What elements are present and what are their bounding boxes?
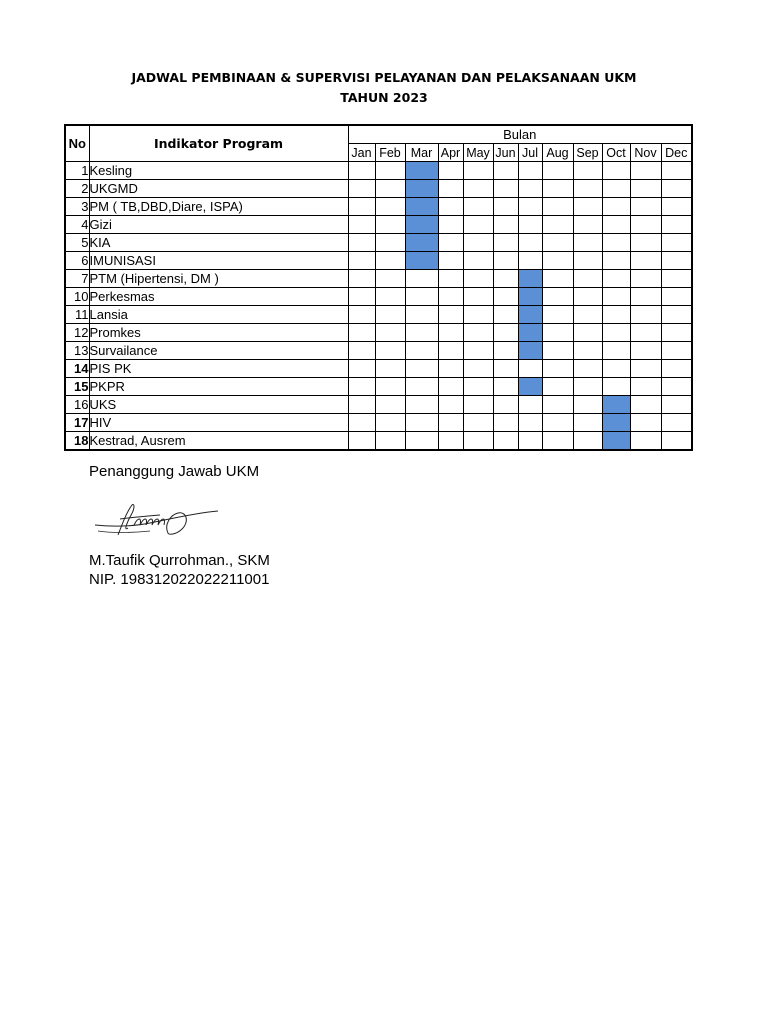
month-cell bbox=[348, 180, 375, 198]
month-header-dec: Dec bbox=[661, 144, 692, 162]
month-cell bbox=[518, 216, 542, 234]
month-cell bbox=[493, 270, 518, 288]
scheduled-cell bbox=[602, 432, 630, 451]
month-cell bbox=[348, 234, 375, 252]
month-cell bbox=[493, 324, 518, 342]
month-cell bbox=[405, 306, 438, 324]
month-cell bbox=[438, 396, 463, 414]
row-number: 14 bbox=[65, 360, 89, 378]
month-cell bbox=[661, 378, 692, 396]
month-cell bbox=[438, 288, 463, 306]
table-row bbox=[65, 252, 692, 270]
month-cell bbox=[630, 342, 661, 360]
month-header-jan: Jan bbox=[348, 144, 375, 162]
table-row bbox=[65, 396, 692, 414]
month-cell bbox=[463, 396, 493, 414]
month-cell bbox=[438, 414, 463, 432]
row-indicator: PKPR bbox=[89, 378, 348, 396]
row-number: 4 bbox=[65, 216, 89, 234]
month-cell bbox=[630, 360, 661, 378]
month-header-apr: Apr bbox=[438, 144, 463, 162]
month-cell bbox=[438, 252, 463, 270]
month-cell bbox=[630, 198, 661, 216]
table-row bbox=[65, 180, 692, 198]
month-cell bbox=[375, 432, 405, 451]
row-number: 18 bbox=[65, 432, 89, 451]
month-cell bbox=[438, 342, 463, 360]
month-cell bbox=[375, 162, 405, 180]
month-header-sep: Sep bbox=[573, 144, 602, 162]
month-cell bbox=[438, 180, 463, 198]
month-cell bbox=[348, 162, 375, 180]
scheduled-cell bbox=[405, 162, 438, 180]
month-cell bbox=[602, 162, 630, 180]
month-cell bbox=[661, 432, 692, 451]
month-cell bbox=[493, 288, 518, 306]
scheduled-cell bbox=[518, 270, 542, 288]
month-cell bbox=[661, 396, 692, 414]
month-cell bbox=[348, 270, 375, 288]
month-cell bbox=[348, 414, 375, 432]
month-cell bbox=[661, 180, 692, 198]
month-cell bbox=[348, 378, 375, 396]
month-cell bbox=[463, 342, 493, 360]
month-cell bbox=[348, 252, 375, 270]
row-indicator: Kesling bbox=[89, 162, 348, 180]
month-cell bbox=[348, 342, 375, 360]
row-number: 11 bbox=[65, 306, 89, 324]
month-cell bbox=[630, 234, 661, 252]
month-cell bbox=[602, 306, 630, 324]
month-cell bbox=[573, 342, 602, 360]
month-cell bbox=[573, 288, 602, 306]
month-header-mar: Mar bbox=[405, 144, 438, 162]
month-cell bbox=[542, 342, 573, 360]
scheduled-cell bbox=[518, 306, 542, 324]
scheduled-cell bbox=[405, 180, 438, 198]
table-row bbox=[65, 414, 692, 432]
month-cell bbox=[630, 288, 661, 306]
row-indicator: Gizi bbox=[89, 216, 348, 234]
month-cell bbox=[661, 342, 692, 360]
signature-label: Penanggung Jawab UKM bbox=[89, 463, 260, 480]
month-cell bbox=[573, 234, 602, 252]
month-cell bbox=[493, 162, 518, 180]
month-cell bbox=[630, 216, 661, 234]
row-indicator: PM ( TB,DBD,Diare, ISPA) bbox=[89, 198, 348, 216]
table-row bbox=[65, 342, 692, 360]
month-cell bbox=[542, 270, 573, 288]
month-cell bbox=[348, 432, 375, 451]
month-cell bbox=[493, 198, 518, 216]
month-cell bbox=[493, 306, 518, 324]
month-header-feb: Feb bbox=[375, 144, 405, 162]
header-no: No bbox=[65, 125, 89, 162]
row-number: 5 bbox=[65, 234, 89, 252]
month-cell bbox=[463, 378, 493, 396]
month-cell bbox=[630, 162, 661, 180]
month-cell bbox=[542, 396, 573, 414]
month-cell bbox=[518, 162, 542, 180]
month-cell bbox=[348, 360, 375, 378]
month-cell bbox=[542, 432, 573, 451]
month-cell bbox=[661, 252, 692, 270]
scheduled-cell bbox=[405, 198, 438, 216]
month-cell bbox=[438, 306, 463, 324]
month-cell bbox=[661, 324, 692, 342]
row-number: 17 bbox=[65, 414, 89, 432]
month-cell bbox=[573, 324, 602, 342]
month-cell bbox=[630, 252, 661, 270]
month-cell bbox=[661, 360, 692, 378]
month-cell bbox=[518, 180, 542, 198]
month-cell bbox=[661, 270, 692, 288]
month-cell bbox=[463, 180, 493, 198]
month-cell bbox=[463, 360, 493, 378]
table-row bbox=[65, 378, 692, 396]
month-cell bbox=[493, 342, 518, 360]
month-cell bbox=[493, 432, 518, 451]
month-cell bbox=[438, 234, 463, 252]
month-cell bbox=[518, 198, 542, 216]
month-cell bbox=[542, 360, 573, 378]
month-cell bbox=[438, 216, 463, 234]
month-cell bbox=[661, 162, 692, 180]
month-cell bbox=[630, 432, 661, 451]
month-cell bbox=[602, 378, 630, 396]
month-cell bbox=[630, 270, 661, 288]
scheduled-cell bbox=[518, 378, 542, 396]
month-cell bbox=[375, 306, 405, 324]
month-cell bbox=[348, 306, 375, 324]
month-cell bbox=[463, 324, 493, 342]
month-cell bbox=[405, 396, 438, 414]
table-row bbox=[65, 216, 692, 234]
month-header-aug: Aug bbox=[542, 144, 573, 162]
month-cell bbox=[405, 270, 438, 288]
row-number: 7 bbox=[65, 270, 89, 288]
table-row bbox=[65, 270, 692, 288]
month-cell bbox=[573, 180, 602, 198]
month-cell bbox=[630, 180, 661, 198]
table-row bbox=[65, 432, 692, 451]
month-cell bbox=[463, 162, 493, 180]
scheduled-cell bbox=[518, 342, 542, 360]
row-number: 12 bbox=[65, 324, 89, 342]
month-cell bbox=[602, 216, 630, 234]
row-indicator: Kestrad, Ausrem bbox=[89, 432, 348, 451]
month-cell bbox=[348, 288, 375, 306]
row-number: 6 bbox=[65, 252, 89, 270]
month-cell bbox=[438, 162, 463, 180]
month-cell bbox=[573, 396, 602, 414]
row-indicator: Perkesmas bbox=[89, 288, 348, 306]
month-cell bbox=[438, 432, 463, 451]
month-cell bbox=[375, 414, 405, 432]
month-cell bbox=[542, 162, 573, 180]
month-cell bbox=[573, 306, 602, 324]
month-cell bbox=[518, 252, 542, 270]
month-cell bbox=[463, 198, 493, 216]
month-cell bbox=[463, 306, 493, 324]
month-cell bbox=[542, 198, 573, 216]
row-number: 15 bbox=[65, 378, 89, 396]
month-cell bbox=[602, 288, 630, 306]
month-cell bbox=[518, 396, 542, 414]
header-bulan: Bulan bbox=[348, 125, 692, 144]
month-cell bbox=[602, 342, 630, 360]
table-row bbox=[65, 288, 692, 306]
month-cell bbox=[542, 324, 573, 342]
month-cell bbox=[463, 216, 493, 234]
month-cell bbox=[438, 360, 463, 378]
month-header-jul: Jul bbox=[518, 144, 542, 162]
row-number: 16 bbox=[65, 396, 89, 414]
month-cell bbox=[493, 378, 518, 396]
month-cell bbox=[438, 270, 463, 288]
month-cell bbox=[602, 180, 630, 198]
month-cell bbox=[463, 414, 493, 432]
month-cell bbox=[602, 198, 630, 216]
month-cell bbox=[542, 378, 573, 396]
table-row bbox=[65, 162, 692, 180]
month-cell bbox=[493, 216, 518, 234]
row-indicator: HIV bbox=[89, 414, 348, 432]
scheduled-cell bbox=[518, 324, 542, 342]
month-cell bbox=[573, 432, 602, 451]
month-cell bbox=[630, 378, 661, 396]
month-cell bbox=[405, 342, 438, 360]
month-cell bbox=[438, 324, 463, 342]
month-cell bbox=[602, 324, 630, 342]
month-cell bbox=[375, 252, 405, 270]
month-cell bbox=[493, 180, 518, 198]
row-number: 13 bbox=[65, 342, 89, 360]
month-cell bbox=[661, 414, 692, 432]
month-cell bbox=[405, 360, 438, 378]
month-cell bbox=[493, 360, 518, 378]
month-cell bbox=[493, 396, 518, 414]
month-cell bbox=[518, 414, 542, 432]
header-indicator: Indikator Program bbox=[89, 125, 348, 162]
schedule-table bbox=[64, 124, 693, 451]
signatory-name: M.Taufik Qurrohman., SKM bbox=[89, 552, 270, 569]
signature-image bbox=[90, 495, 220, 545]
row-indicator: PTM (Hipertensi, DM ) bbox=[89, 270, 348, 288]
month-cell bbox=[542, 252, 573, 270]
month-cell bbox=[630, 396, 661, 414]
month-cell bbox=[630, 306, 661, 324]
month-cell bbox=[348, 396, 375, 414]
row-indicator: UKGMD bbox=[89, 180, 348, 198]
month-cell bbox=[375, 360, 405, 378]
month-cell bbox=[602, 360, 630, 378]
month-cell bbox=[573, 162, 602, 180]
month-header-jun: Jun bbox=[493, 144, 518, 162]
row-indicator: PIS PK bbox=[89, 360, 348, 378]
scheduled-cell bbox=[405, 216, 438, 234]
month-cell bbox=[630, 324, 661, 342]
month-cell bbox=[518, 360, 542, 378]
month-cell bbox=[493, 414, 518, 432]
month-cell bbox=[463, 252, 493, 270]
month-cell bbox=[661, 234, 692, 252]
month-cell bbox=[405, 288, 438, 306]
month-cell bbox=[375, 234, 405, 252]
scheduled-cell bbox=[405, 252, 438, 270]
table-row bbox=[65, 306, 692, 324]
month-cell bbox=[661, 288, 692, 306]
month-cell bbox=[375, 180, 405, 198]
month-header-oct: Oct bbox=[602, 144, 630, 162]
month-cell bbox=[542, 288, 573, 306]
month-cell bbox=[602, 270, 630, 288]
month-cell bbox=[573, 378, 602, 396]
month-cell bbox=[661, 216, 692, 234]
scheduled-cell bbox=[518, 288, 542, 306]
month-cell bbox=[348, 198, 375, 216]
scheduled-cell bbox=[602, 414, 630, 432]
month-cell bbox=[602, 234, 630, 252]
month-cell bbox=[542, 216, 573, 234]
month-header-may: May bbox=[463, 144, 493, 162]
month-cell bbox=[573, 414, 602, 432]
document-title: JADWAL PEMBINAAN & SUPERVISI PELAYANAN DAN PELAKSANAAN UKM bbox=[131, 70, 637, 85]
month-cell bbox=[542, 234, 573, 252]
month-cell bbox=[463, 432, 493, 451]
month-cell bbox=[463, 270, 493, 288]
row-indicator: IMUNISASI bbox=[89, 252, 348, 270]
month-cell bbox=[405, 324, 438, 342]
month-cell bbox=[518, 234, 542, 252]
month-cell bbox=[438, 378, 463, 396]
month-cell bbox=[375, 342, 405, 360]
month-cell bbox=[602, 252, 630, 270]
month-header-nov: Nov bbox=[630, 144, 661, 162]
month-cell bbox=[493, 252, 518, 270]
month-cell bbox=[405, 432, 438, 451]
table-row bbox=[65, 360, 692, 378]
month-cell bbox=[405, 414, 438, 432]
scheduled-cell bbox=[602, 396, 630, 414]
month-cell bbox=[542, 180, 573, 198]
row-number: 2 bbox=[65, 180, 89, 198]
month-cell bbox=[405, 378, 438, 396]
month-cell bbox=[573, 252, 602, 270]
row-indicator: Survailance bbox=[89, 342, 348, 360]
month-cell bbox=[463, 288, 493, 306]
row-indicator: KIA bbox=[89, 234, 348, 252]
table-row bbox=[65, 324, 692, 342]
month-cell bbox=[661, 198, 692, 216]
month-cell bbox=[518, 432, 542, 451]
month-cell bbox=[573, 360, 602, 378]
signatory-nip: NIP. 198312022022211001 bbox=[89, 571, 270, 588]
month-cell bbox=[493, 234, 518, 252]
month-cell bbox=[573, 270, 602, 288]
month-cell bbox=[438, 198, 463, 216]
row-indicator: Promkes bbox=[89, 324, 348, 342]
table-row bbox=[65, 198, 692, 216]
document-year: TAHUN 2023 bbox=[340, 90, 428, 105]
month-cell bbox=[348, 216, 375, 234]
month-cell bbox=[661, 306, 692, 324]
row-number: 3 bbox=[65, 198, 89, 216]
table-row bbox=[65, 234, 692, 252]
month-cell bbox=[630, 414, 661, 432]
scheduled-cell bbox=[405, 234, 438, 252]
month-cell bbox=[542, 414, 573, 432]
month-cell bbox=[375, 216, 405, 234]
month-cell bbox=[375, 396, 405, 414]
month-cell bbox=[375, 378, 405, 396]
month-cell bbox=[348, 324, 375, 342]
month-cell bbox=[375, 198, 405, 216]
month-cell bbox=[375, 270, 405, 288]
row-number: 10 bbox=[65, 288, 89, 306]
month-cell bbox=[375, 288, 405, 306]
month-cell bbox=[573, 198, 602, 216]
month-cell bbox=[542, 306, 573, 324]
month-cell bbox=[375, 324, 405, 342]
row-indicator: Lansia bbox=[89, 306, 348, 324]
month-cell bbox=[463, 234, 493, 252]
month-cell bbox=[573, 216, 602, 234]
row-indicator: UKS bbox=[89, 396, 348, 414]
row-number: 1 bbox=[65, 162, 89, 180]
